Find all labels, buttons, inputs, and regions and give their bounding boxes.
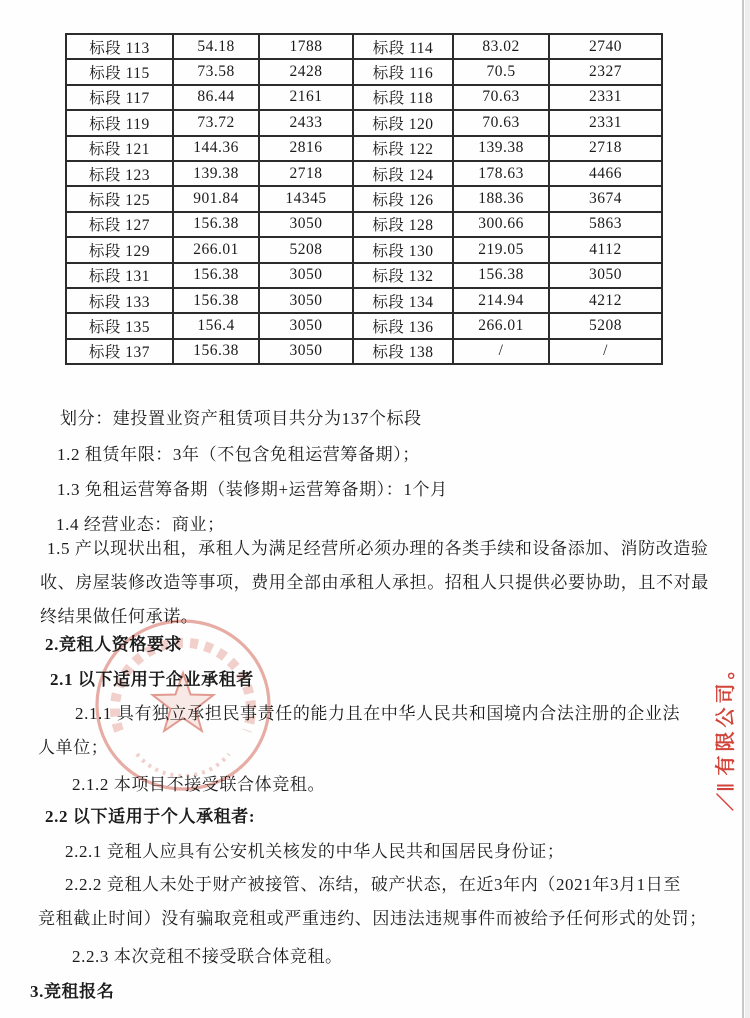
page-edge-shadow	[745, 0, 750, 1018]
section-label: 标段 138	[353, 339, 453, 364]
table-row	[66, 339, 662, 364]
clause-2-1-1-line-1: 2.1.1 具有独立承担民事责任的能力且在中华人民共和国境内合法注册的企业法	[75, 704, 681, 723]
table-row	[66, 263, 662, 288]
area-value: 139.38	[453, 136, 549, 161]
section-label: 标段 121	[66, 136, 173, 161]
area-value: 300.66	[453, 212, 549, 237]
area-value: 188.36	[453, 186, 549, 211]
area-value: 70.63	[453, 85, 549, 110]
section-label: 标段 130	[353, 237, 453, 262]
clause-1-2	[57, 438, 420, 472]
table-row	[66, 288, 662, 313]
area-value: 70.5	[453, 59, 549, 84]
area-value: 86.44	[173, 85, 259, 110]
area-value: 219.05	[453, 237, 549, 262]
price-value: 1788	[259, 34, 353, 59]
price-value: 5208	[549, 313, 662, 338]
section-label: 标段 113	[66, 34, 173, 59]
clause-1-3	[57, 473, 448, 507]
clause-2-2-2-line-1: 2.2.2 竞租人未处于财产被接管、冻结，破产状态，在近3年内（2021年3月1日至	[65, 875, 681, 894]
price-value: 2433	[259, 110, 353, 135]
heading-2	[45, 628, 182, 662]
section-label: 标段 126	[353, 186, 453, 211]
clause-1-5-line-3: 终结果做任何承诺。	[40, 607, 199, 626]
area-value: 156.4	[173, 313, 259, 338]
area-value: 70.63	[453, 110, 549, 135]
area-value: 144.36	[173, 136, 259, 161]
clause-1-4-text: 1.4 经营业态：商业；	[56, 515, 225, 534]
table-row	[66, 237, 662, 262]
table-row	[66, 212, 662, 237]
heading-2-2-text: 2.2 以下适用于个人承租者:	[45, 807, 256, 826]
area-value: 54.18	[173, 34, 259, 59]
price-value: 3050	[259, 263, 353, 288]
price-value: 2740	[549, 34, 662, 59]
section-label: 标段 118	[353, 85, 453, 110]
section-label: 标段 129	[66, 237, 173, 262]
section-label: 标段 134	[353, 288, 453, 313]
area-value: 156.38	[173, 288, 259, 313]
section-label: 标段 127	[66, 212, 173, 237]
section-label: 标段 116	[353, 59, 453, 84]
clause-1-2-text: 1.2 租赁年限：3年（不包含免租运营筹备期）；	[57, 445, 420, 464]
heading-2-1-text: 2.1 以下适用于企业承租者	[50, 670, 254, 689]
section-label: 标段 119	[66, 110, 173, 135]
section-label: 标段 123	[66, 161, 173, 186]
clause-2-2-3	[72, 940, 343, 974]
price-value: 5863	[549, 212, 662, 237]
area-value: 266.01	[453, 313, 549, 338]
price-value: 14345	[259, 186, 353, 211]
price-value: 4212	[549, 288, 662, 313]
clause-2-1-2	[72, 768, 325, 802]
clause-2-2-2-line-2: 竞租截止时间）没有骗取竞租或严重违约、因违法违规事件而被给予任何形式的处罚；	[38, 909, 707, 928]
price-value: 3050	[259, 339, 353, 364]
table-row	[66, 161, 662, 186]
edge-seal-stroke-marks: ／∥	[716, 781, 736, 811]
price-value: 2331	[549, 85, 662, 110]
section-label: 标段 137	[66, 339, 173, 364]
section-label: 标段 128	[353, 212, 453, 237]
area-value: 156.38	[173, 212, 259, 237]
clause-2-1-1-line-2: 人单位；	[38, 738, 109, 757]
table-row	[66, 136, 662, 161]
section-label: 标段 120	[353, 110, 453, 135]
table-row	[66, 34, 662, 59]
area-value: 156.38	[173, 339, 259, 364]
area-value: 266.01	[173, 237, 259, 262]
clause-2-1-1	[38, 697, 698, 765]
area-value: 214.94	[453, 288, 549, 313]
section-label: 标段 135	[66, 313, 173, 338]
price-value: 3050	[259, 313, 353, 338]
table-row	[66, 59, 662, 84]
table-row	[66, 85, 662, 110]
area-value: 901.84	[173, 186, 259, 211]
clause-1-5-line-2: 收、房屋装修改造等事项，费用全部由承租人承担。招租人只提供必要协助，且不对最	[40, 573, 709, 592]
section-label: 标段 117	[66, 85, 173, 110]
table-row	[66, 186, 662, 211]
edge-seal-text: 有限公司。	[715, 655, 737, 776]
section-label: 标段 132	[353, 263, 453, 288]
clause-2-2-1	[65, 835, 564, 869]
page-edge-divider	[742, 0, 744, 1018]
heading-2-2	[45, 800, 255, 834]
price-value: 2161	[259, 85, 353, 110]
section-label: 标段 115	[66, 59, 173, 84]
price-value: 4466	[549, 161, 662, 186]
table-row	[66, 110, 662, 135]
clause-2-2-1-text: 2.2.1 竞租人应具有公安机关核发的中华人民共和国居民身份证；	[65, 842, 565, 861]
heading-2-text: 2.竞租人资格要求	[45, 635, 183, 654]
section-label: 标段 124	[353, 161, 453, 186]
area-value: 139.38	[173, 161, 259, 186]
section-label: 标段 114	[353, 34, 453, 59]
section-label: 标段 133	[66, 288, 173, 313]
heading-3	[30, 975, 114, 1009]
price-value: 2428	[259, 59, 353, 84]
clause-1-5-line-1: 1.5 产以现状出租，承租人为满足经营所必须办理的各类手续和设备添加、消防改造验	[47, 539, 709, 558]
price-value: 4112	[549, 237, 662, 262]
price-value: 3050	[549, 263, 662, 288]
area-value: 73.72	[173, 110, 259, 135]
clause-1-5	[40, 532, 709, 634]
bid-sections-table-body	[66, 34, 662, 364]
table-row	[66, 313, 662, 338]
price-value: 2331	[549, 110, 662, 135]
clause-2-1-2-text: 2.1.2 本项目不接受联合体竞租。	[72, 775, 326, 794]
heading-2-1	[50, 663, 254, 697]
heading-3-text: 3.竞租报名	[30, 982, 115, 1001]
clause-2-2-2	[38, 868, 706, 936]
price-value: 2718	[259, 161, 353, 186]
price-value: 3674	[549, 186, 662, 211]
section-label: 标段 136	[353, 313, 453, 338]
area-value: 178.63	[453, 161, 549, 186]
clause-division	[60, 402, 422, 436]
section-label: 标段 125	[66, 186, 173, 211]
section-label: 标段 131	[66, 263, 173, 288]
area-value: /	[453, 339, 549, 364]
area-value: 73.58	[173, 59, 259, 84]
area-value: 156.38	[453, 263, 549, 288]
price-value: 5208	[259, 237, 353, 262]
price-value: 2718	[549, 136, 662, 161]
clause-2-2-3-text: 2.2.3 本次竞租不接受联合体竞租。	[72, 947, 343, 966]
price-value: 2327	[549, 59, 662, 84]
price-value: 2816	[259, 136, 353, 161]
clause-division-text: 划分：建投置业资产租赁项目共分为137个标段	[60, 409, 422, 428]
section-label: 标段 122	[353, 136, 453, 161]
price-value: 3050	[259, 212, 353, 237]
price-value: /	[549, 339, 662, 364]
clause-1-3-text: 1.3 免租运营筹备期（装修期+运营筹备期）：1个月	[57, 480, 448, 499]
price-value: 3050	[259, 288, 353, 313]
area-value: 156.38	[173, 263, 259, 288]
bid-sections-table-container	[65, 33, 661, 365]
area-value: 83.02	[453, 34, 549, 59]
bid-sections-table	[65, 33, 663, 365]
